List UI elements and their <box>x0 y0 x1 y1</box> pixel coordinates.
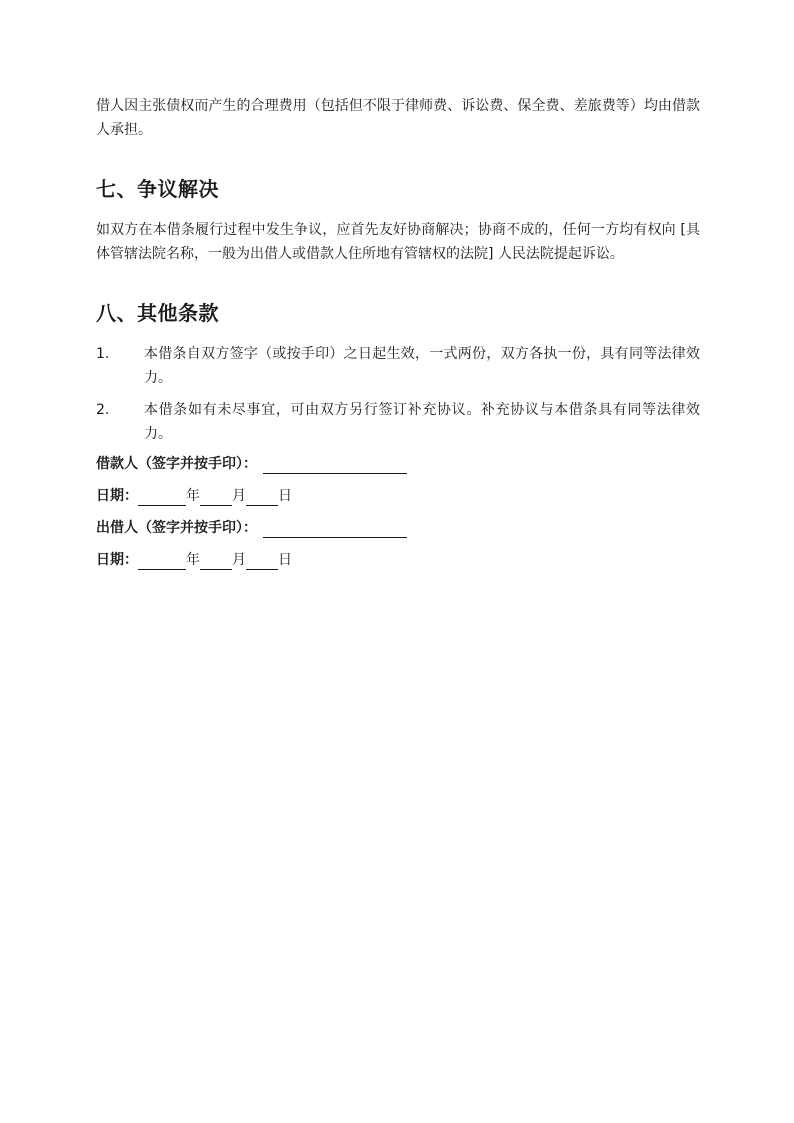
list-item-number: 1. <box>96 346 110 362</box>
section-8-list <box>96 342 700 446</box>
lender-signature-line <box>263 521 407 538</box>
lender-signature-row <box>96 518 700 538</box>
document-body <box>96 94 700 570</box>
month-label: 月 <box>232 488 246 504</box>
list-item-text: 本借条自双方签字（或按手印）之日起生效，一式两份，双方各执一份，具有同等法律效力。 <box>144 346 700 386</box>
month-label: 月 <box>232 552 246 568</box>
intro-paragraph: 借人因主张债权而产生的合理费用（包括但不限于律师费、诉讼费、保全费、差旅费等）均由借款人承担。 <box>96 98 700 138</box>
section-7-heading: 七、争议解决 <box>96 177 219 201</box>
year-label: 年 <box>186 488 200 504</box>
list-item-text: 本借条如有未尽事宜，可由双方另行签订补充协议。补充协议与本借条具有同等法律效力。 <box>144 402 700 442</box>
day-blank <box>246 553 278 570</box>
date-label: 日期： <box>96 488 138 504</box>
list-item <box>96 342 700 390</box>
section-7-paragraph: 如双方在本借条履行过程中发生争议，应首先友好协商解决；协商不成的，任何一方均有权向 [具体管辖法院名称，一般为出借人或借款人住所地有管辖权的法院] 人民法院提起诉讼。 <box>96 222 700 262</box>
lender-signature-label: 出借人（签字并按手印）： <box>96 520 257 536</box>
list-item <box>96 398 700 446</box>
section-8-heading: 八、其他条款 <box>96 301 219 325</box>
month-blank <box>200 489 232 506</box>
year-label: 年 <box>186 552 200 568</box>
day-blank <box>246 489 278 506</box>
month-blank <box>200 553 232 570</box>
year-blank <box>138 553 186 570</box>
list-item-number: 2. <box>96 402 110 418</box>
lender-date-row <box>96 550 700 570</box>
day-label: 日 <box>278 488 292 504</box>
borrower-signature-line <box>263 457 407 474</box>
borrower-signature-label: 借款人（签字并按手印）： <box>96 456 257 472</box>
day-label: 日 <box>278 552 292 568</box>
year-blank <box>138 489 186 506</box>
borrower-date-row <box>96 486 700 506</box>
date-label: 日期： <box>96 552 138 568</box>
borrower-signature-row <box>96 454 700 474</box>
